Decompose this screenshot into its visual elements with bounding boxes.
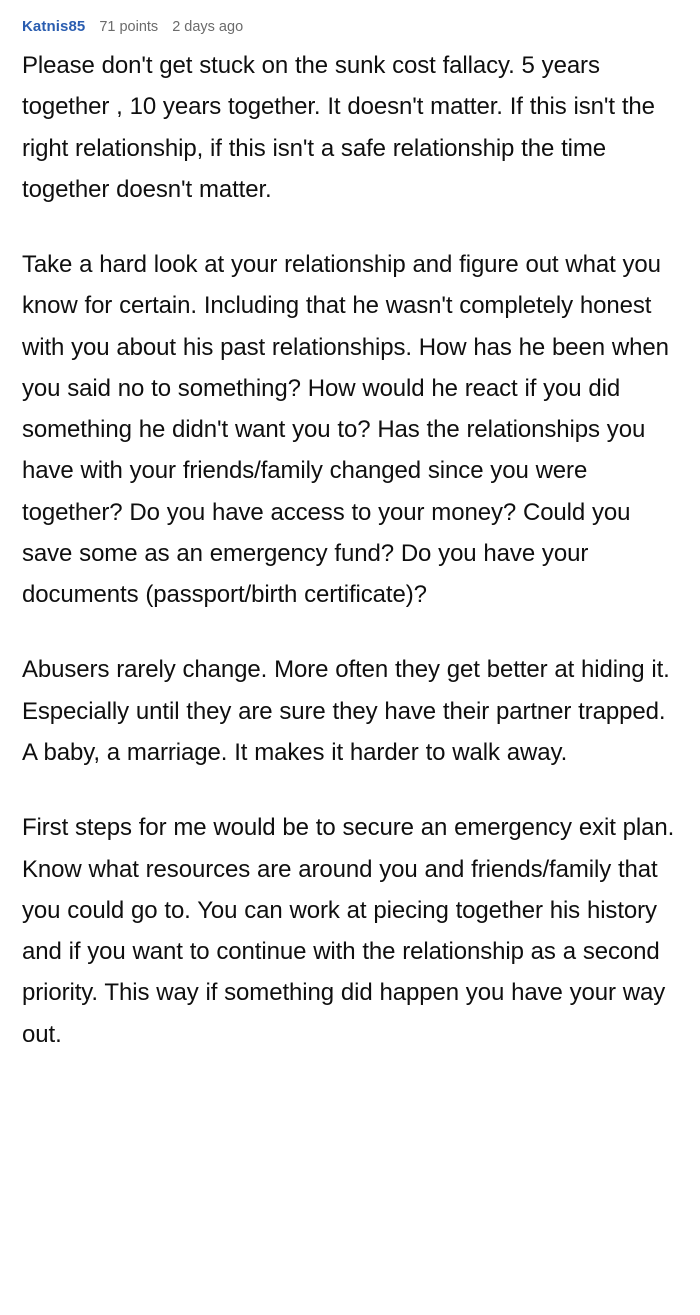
comment-timestamp: 2 days ago [172,19,244,35]
comment-points: 71 points [99,19,159,35]
comment-body [22,45,678,1055]
comment-author-link[interactable]: Katnis85 [22,18,86,35]
comment-header [22,18,678,35]
comment-paragraph: Please don't get stuck on the sunk cost fallacy. 5 years together , 10 years together. It doesn't matter. If this isn't the right relationship, if this isn't a safe relationship the time together doesn't matter. [22,52,655,203]
comment-paragraph: Abusers rarely change. More often they get better at hiding it. Especially until they are sure they have their partner trapped. A baby, a marriage. It makes it harder to walk away. [22,656,670,766]
comment-paragraph: First steps for me would be to secure an emergency exit plan. Know what resources are around you and friends/family that you could go to. You can work at piecing together his history and if you want to continue with the relationship as a second priority. This way if something did happen you have your way out. [22,814,675,1048]
comment-paragraph: Take a hard look at your relationship and figure out what you know for certain. Including that he wasn't completely honest with you about his past relationships. How has he been when you said no to something? How would he react if you did something he didn't want you to? Has the relationships you have with your friends/family changed since you were together? Do you have access to your money? Could you save some as an emergency fund? Do you have your documents (passport/birth certificate)? [22,251,669,609]
